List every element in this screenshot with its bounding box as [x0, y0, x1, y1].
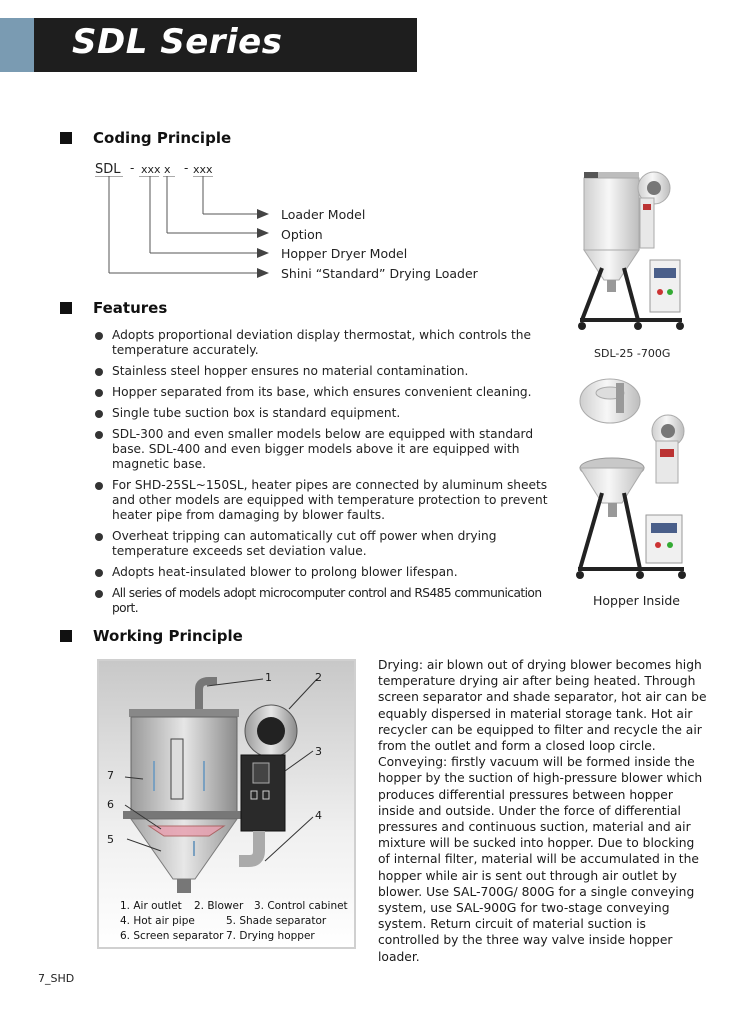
coding-label-loader-model: Loader Model — [281, 207, 366, 222]
code-prefix: SDL — [95, 162, 121, 177]
product-photo-hopper-inside — [572, 373, 694, 588]
product-photo-sdl — [572, 160, 694, 340]
callout-3: 3 — [315, 745, 322, 758]
callout-1: 1 — [265, 671, 272, 684]
feature-item: Single tube suction box is standard equipment. — [95, 406, 555, 421]
feature-item: For SHD-25SL~150SL, heater pipes are connected by aluminum sheets and other models are equipped with temperature protection to prevent heater pipe from damaging by blower faults. — [95, 478, 555, 523]
feature-item: All series of models adopt microcomputer control and RS485 communication port. — [95, 586, 555, 616]
callout-6: 6 — [107, 798, 114, 811]
legend-item: 1. Air outlet — [120, 900, 182, 912]
feature-item: SDL-300 and even smaller models below are equipped with standard base. SDL-400 and even bigger models above it are equipped with magnetic base. — [95, 427, 555, 472]
section-bullet-square — [60, 302, 72, 314]
code-part-3: xxx — [193, 163, 213, 176]
features-list — [95, 328, 555, 622]
legend-item: 3. Control cabinet — [254, 900, 348, 912]
coding-label-drying-loader: Shini “Standard” Drying Loader — [281, 266, 478, 281]
photo-caption-hopper-inside: Hopper Inside — [593, 593, 680, 608]
code-dash-2: - — [184, 161, 189, 175]
section-bullet-square — [60, 132, 72, 144]
callout-7: 7 — [107, 769, 114, 782]
legend-item: 4. Hot air pipe — [120, 915, 195, 927]
feature-item: Stainless steel hopper ensures no material contamination. — [95, 364, 555, 379]
section-bullet-square — [60, 630, 72, 642]
legend-item: 5. Shade separator — [226, 915, 327, 927]
coding-connector-lines — [95, 176, 280, 281]
callout-2: 2 — [315, 671, 322, 684]
callout-5: 5 — [107, 833, 114, 846]
photo-caption-sdl: SDL-25 -700G — [594, 347, 671, 360]
coding-label-hopper-dryer-model: Hopper Dryer Model — [281, 246, 408, 261]
legend-item: 7. Drying hopper — [226, 930, 315, 942]
page-number: 7_SHD — [38, 972, 75, 985]
legend-item: 2. Blower — [194, 900, 244, 912]
diagram-legend — [120, 899, 348, 944]
coding-label-option: Option — [281, 227, 323, 242]
feature-item: Adopts heat-insulated blower to prolong blower lifespan. — [95, 565, 555, 580]
feature-item: Adopts proportional deviation display thermostat, which controls the temperature accurately. — [95, 328, 555, 358]
legend-item: 6. Screen separator — [120, 930, 224, 942]
feature-item: Overheat tripping can automatically cut off power when drying temperature exceeds set deviation value. — [95, 529, 555, 559]
code-dash-1: - — [130, 161, 135, 175]
code-part-2: x — [164, 163, 171, 176]
features-heading: Features — [93, 299, 168, 317]
working-heading: Working Principle — [93, 627, 243, 645]
code-part-1: xxx — [141, 163, 161, 176]
callout-4: 4 — [315, 809, 322, 822]
coding-heading: Coding Principle — [93, 129, 232, 147]
feature-item: Hopper separated from its base, which ensures convenient cleaning. — [95, 385, 555, 400]
working-principle-text: Drying: air blown out of drying blower becomes high temperature drying air after being heated. Through screen separator and shade separator, hot air can be equably dispersed in material storage tank. Hot air recycler can be equipped to filter and recycle the air from the outlet and form a closed loop circle. Conveying: firstly vacuum will be formed inside the hopper by the suction of high-pressure blower which produces differential pressures between hopper inside and outside. Under the force of differential pressures and continuous suction, material and air mixture will be sucked into hopper. Due to blocking of internal filter, material will be accumulated in the hopper while air is sent out through air outlet by blower. Use SAL-700G/ 800G for a single conveying system, use SAL-900G for two-stage conveying system. Return circuit of material suction is controlled by the three way valve inside hopper loader. — [378, 658, 707, 964]
page-title: SDL Series — [72, 22, 283, 62]
header-accent — [0, 18, 34, 72]
